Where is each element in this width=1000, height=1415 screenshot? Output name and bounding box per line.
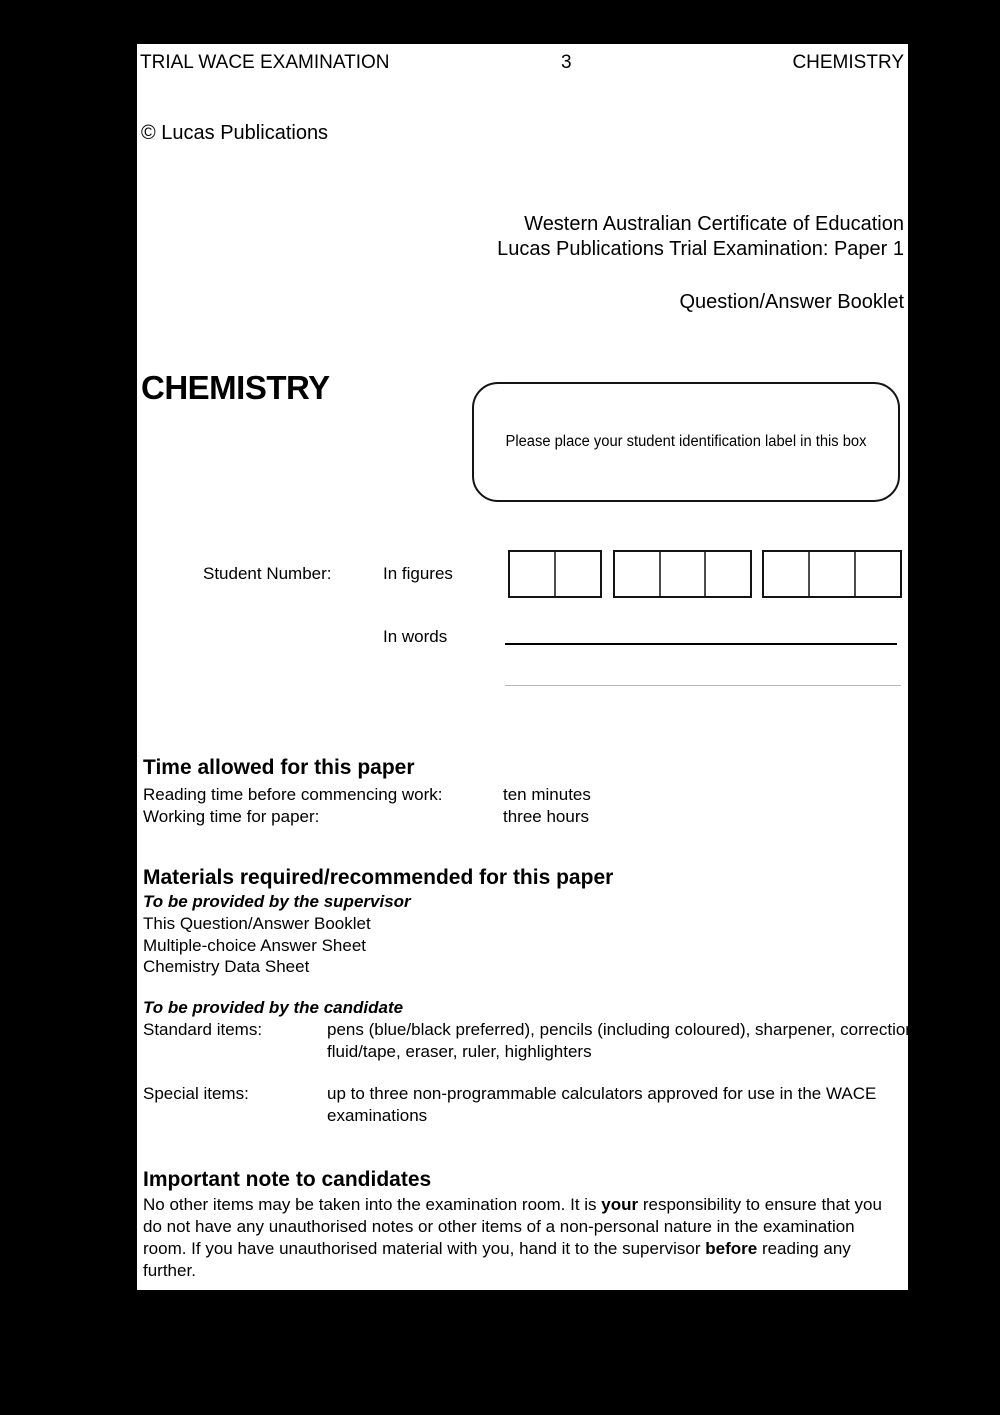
- important-note-paragraph: [143, 1194, 888, 1282]
- note-text: reading any further.: [143, 1239, 851, 1280]
- time-row-label: Working time for paper:: [143, 806, 320, 826]
- in-figures-label: In figures: [383, 564, 453, 583]
- time-allowed-rows: [143, 784, 903, 827]
- student-id-label-box: [472, 382, 900, 502]
- student-number-digit-cell[interactable]: [659, 552, 705, 596]
- supervisor-item: Multiple-choice Answer Sheet: [143, 935, 367, 955]
- note-text: responsibility to ensure that you do not have any unauthorised notes or other items of a non-personal nature in the examination room. If you have unauthorised material with you, hand it to the supervisor: [143, 1195, 882, 1258]
- student-number-digit-cell[interactable]: [554, 552, 600, 596]
- subject-title: CHEMISTRY: [141, 369, 330, 406]
- time-row-working: [143, 806, 903, 828]
- important-note-heading: Important note to candidates: [143, 1168, 432, 1191]
- time-row-label: Reading time before commencing work:: [143, 785, 443, 804]
- supervisor-provided-heading: To be provided by the supervisor: [143, 892, 411, 911]
- digit-box-group-2: [613, 550, 752, 598]
- student-number-label: Student Number:: [203, 564, 332, 583]
- student-number-digit-cell[interactable]: [615, 552, 659, 596]
- digit-box-group-1: [508, 550, 602, 598]
- standard-items-value: pens (blue/black preferred), pencils (including coloured), sharpener, correction fluid/tape, eraser, ruler, highlighters: [327, 1020, 915, 1061]
- page-number: 3: [561, 52, 572, 73]
- note-bold-your: your: [601, 1195, 639, 1214]
- student-number-digit-cell[interactable]: [808, 552, 854, 596]
- running-header-left: TRIAL WACE EXAMINATION: [140, 52, 390, 73]
- note-text: No other items may be taken into the examination room. It is: [143, 1195, 602, 1214]
- candidate-provided-heading: To be provided by the candidate: [143, 998, 404, 1017]
- supervisor-provided-list: [143, 913, 371, 978]
- student-id-label-text: Please place your student identification label in this box: [505, 433, 867, 450]
- standard-items-label: Standard items:: [143, 1020, 263, 1039]
- in-words-write-line-2[interactable]: [505, 685, 901, 686]
- certificate-title-block: [497, 212, 904, 262]
- note-bold-before: before: [705, 1239, 758, 1258]
- time-row-value: ten minutes: [503, 785, 591, 804]
- exam-cover-page: [137, 44, 915, 1290]
- supervisor-item: Chemistry Data Sheet: [143, 957, 310, 976]
- student-number-digit-cell[interactable]: [764, 552, 808, 596]
- in-words-label: In words: [383, 627, 448, 646]
- time-allowed-heading: Time allowed for this paper: [143, 756, 415, 779]
- digit-box-group-3: [762, 550, 902, 598]
- student-number-digit-cell[interactable]: [704, 552, 750, 596]
- student-number-digit-cell[interactable]: [510, 552, 554, 596]
- student-number-digit-cell[interactable]: [854, 552, 900, 596]
- in-words-write-line[interactable]: [505, 643, 897, 645]
- booklet-type-line: Question/Answer Booklet: [679, 291, 904, 313]
- special-items-label: Special items:: [143, 1084, 249, 1103]
- running-header-right: CHEMISTRY: [792, 52, 904, 73]
- copyright-line: © Lucas Publications: [141, 122, 329, 144]
- special-items-value: up to three non-programmable calculators approved for use in the WACE examinations: [327, 1084, 877, 1125]
- certificate-line-2: Lucas Publications Trial Examination: Paper 1: [497, 238, 904, 260]
- time-row-reading: [143, 784, 903, 806]
- time-row-value: three hours: [503, 806, 589, 826]
- certificate-line-1: Western Australian Certificate of Education: [524, 213, 904, 235]
- materials-heading: Materials required/recommended for this paper: [143, 866, 614, 889]
- supervisor-item: This Question/Answer Booklet: [143, 914, 371, 933]
